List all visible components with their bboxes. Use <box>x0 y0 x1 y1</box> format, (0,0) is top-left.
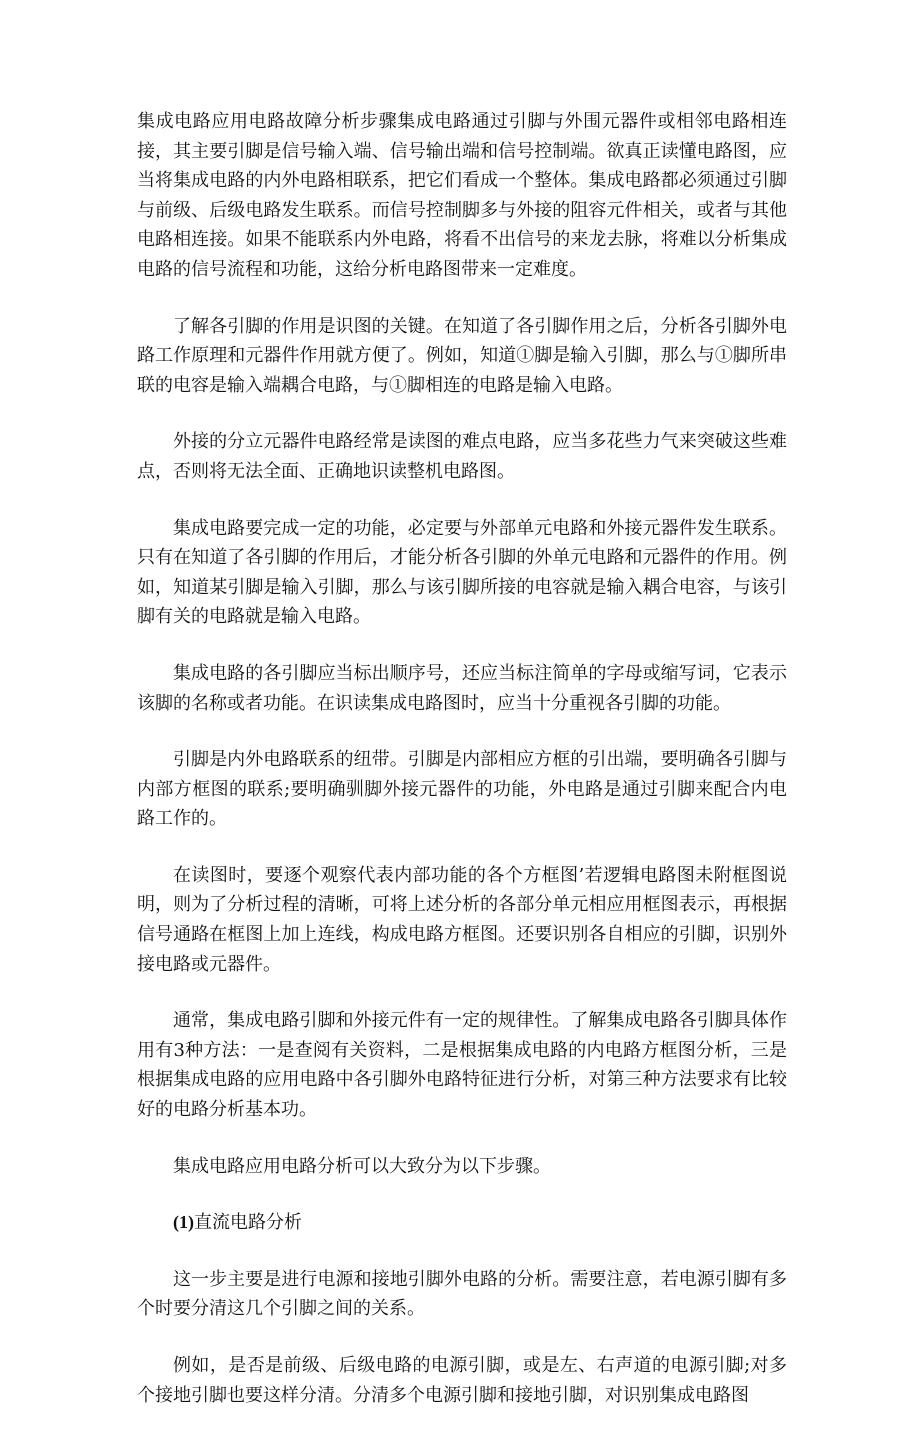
paragraph-pin-numbering: 集成电路的各引脚应当标出顺序号，还应当标注简单的字母或缩写词，它表示该脚的名称或者功能。在识读集成电路图时，应当十分重视各引脚的功能。 <box>137 662 787 714</box>
paragraph-intro: 集成电路应用电路故障分析步骤集成电路通过引脚与外围元器件或相邻电路相连接，其主要引脚是信号输入端、信号输出端和信号控制端。欲真正读懂电路图，应当将集成电路的内外电路相联系，把它们看成一个整体。集成电路都必须通过引脚与前级、后级电路发生联系。而信号控制脚多与外接的阻容元件相关，或者与其他电路相连接。如果不能联系内外电路，将看不出信号的来龙去脉，将难以分析集成电路的信号流程和功能，这给分析电路图带来一定难度。 <box>137 111 787 280</box>
paragraph-pin-function: 了解各引脚的作用是识图的关键。在知道了各引脚作用之后，分析各引脚外电路工作原理和元器件作用就方便了。例如，知道①脚是输入引脚，那么与①脚所串联的电容是输入端耦合电路，与①脚相连的电路是输入电路。 <box>137 315 787 396</box>
heading-number: (1) <box>173 1212 194 1233</box>
paragraph-block-diagram: 在读图时，要逐个观察代表内部功能的各个方框图’若逻辑电路图未附框图说明，则为了分析过程的清晰，可将上述分析的各部分单元相应用框图表示，再根据信号通路在框图上加上连线，构成电路方框图。还要识别各自相应的引脚，识别外接电路或元器件。 <box>137 864 787 975</box>
section-heading-dc-analysis <box>137 1208 787 1238</box>
paragraph-three-methods: 通常，集成电路引脚和外接元件有一定的规律性。了解集成电路各引脚具体作用有3种方法：一是查阅有关资料，二是根据集成电路的内电路方框图分析，三是根据集成电路的应用电路中各引脚外电路特征进行分析，对第三种方法要求有比较好的电路分析基本功。 <box>137 1010 787 1121</box>
paragraph-external-components: 外接的分立元器件电路经常是读图的难点电路，应当多花些力气来突破这些难点，否则将无法全面、正确地识读整机电路图。 <box>137 431 787 482</box>
paragraph-steps-intro: 集成电路应用电路分析可以大致分为以下步骤。 <box>173 1155 551 1177</box>
paragraph-power-ground: 这一步主要是进行电源和接地引脚外电路的分析。需要注意，若电源引脚有多个时要分清这几个引脚之间的关系。 <box>137 1268 787 1320</box>
heading-text: 直流电路分析 <box>194 1212 302 1234</box>
paragraph-external-units: 集成电路要完成一定的功能，必定要与外部单元电路和外接元器件发生联系。只有在知道了各引脚的作用后，才能分析各引脚的外单元电路和元器件的作用。例如，知道某引脚是输入引脚，那么与该引脚所接的电容就是输入耦合电容，与该引脚有关的电路就是输入电路。 <box>137 517 787 628</box>
document-body <box>137 107 787 1437</box>
paragraph-pin-link: 引脚是内外电路联系的纽带。引脚是内部相应方框的引出端，要明确各引脚与内部方框图的联系;要明确驯脚外接元器件的功能，外电路是通过引脚来配合内电路工作的。 <box>137 749 787 830</box>
paragraph-power-example: 例如，是否是前级、后级电路的电源引脚，或是左、右声道的电源引脚;对多个接地引脚也要这样分清。分清多个电源引脚和接地引脚，对识别集成电路图 <box>137 1355 787 1406</box>
